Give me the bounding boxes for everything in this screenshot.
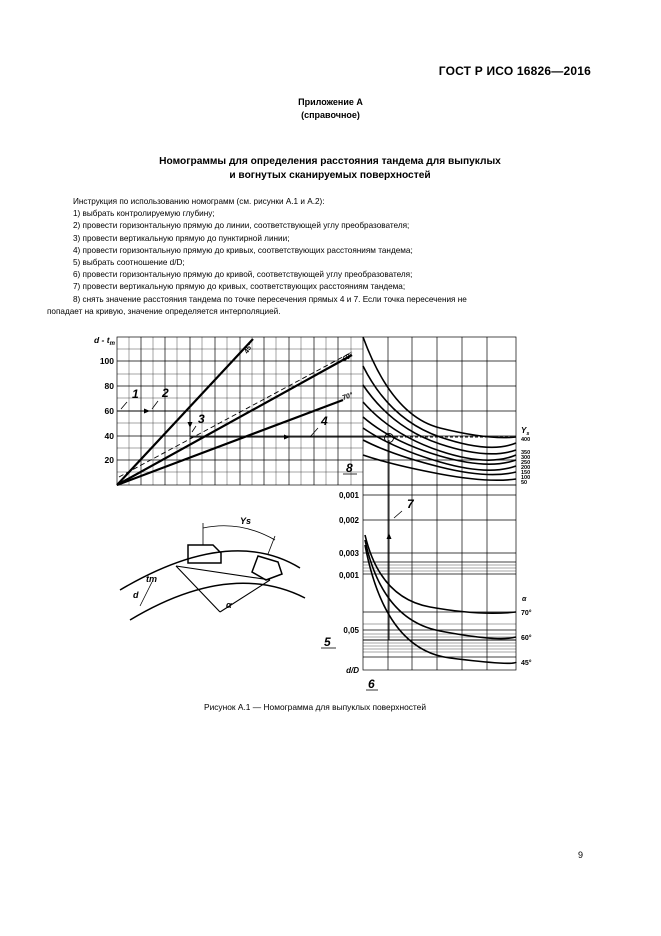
upper-axis-label: d - $t_m$ (94, 335, 115, 347)
angle-line-60-dashed (119, 351, 355, 477)
instruction-step: 6) провести горизонтальную прямую до кривой, соответствующей углу преобразователя; (73, 270, 413, 280)
upper-y-tick: 40 (104, 431, 114, 441)
lower-y-tick: 0,003 (338, 549, 359, 558)
ys-value: 400 (521, 437, 531, 443)
section-title-line-1: Номограммы для определения расстояния тандема для выпуклых (159, 156, 501, 167)
standard-code: ГОСТ Р ИСО 16826—2016 (438, 64, 591, 78)
ys-value: 250 (521, 460, 531, 466)
lower-axis-label: d/D (346, 666, 359, 675)
upper-axis-sub: m (109, 341, 115, 347)
step-marker-2: 2 (162, 386, 169, 400)
arrow-2 (144, 409, 150, 414)
ys-value: 150 (521, 470, 531, 476)
inner-surface-arc (130, 583, 305, 620)
upper-y-tick: 100 (99, 356, 114, 366)
probe-right (252, 556, 282, 580)
arrow-3 (188, 422, 193, 428)
instruction-step: 1) выбрать контролируемую глубину; (73, 209, 215, 219)
alpha-value-60: 60° (521, 635, 532, 642)
page-number: 9 (578, 850, 584, 860)
arrow-7 (387, 533, 392, 539)
instruction-step: 5) выбрать соотношение d/D; (73, 258, 185, 268)
step-marker-6: 6 (368, 677, 375, 691)
annex-note: (справочное) (301, 110, 360, 120)
angle-label-60: 60° (341, 351, 355, 364)
angle-line-70 (117, 400, 343, 485)
ys-curve (363, 385, 516, 454)
sketch-label-ys: Ys (240, 516, 252, 526)
upper-y-tick: 60 (104, 406, 114, 416)
step-marker-1: 1 (132, 387, 139, 401)
alpha-legend (521, 596, 532, 667)
lower-y-tick: 0,05 (343, 626, 359, 635)
ys-curves (363, 337, 516, 480)
angle-labels (242, 342, 354, 402)
instruction-step: 4) провести горизонтальную прямую до кривых, соответствующих расстояниям тандема; (73, 245, 413, 255)
instruction-step: 3) провести вертикальную прямую до пунктирной линии; (73, 233, 290, 243)
lower-y-ticks (339, 491, 360, 675)
pipe-sketch (120, 523, 305, 620)
instruction-step: 2) провести горизонтальную прямую до линии, соответствующей углу преобразователя; (73, 221, 410, 231)
angle-label-70: 70° (341, 391, 354, 403)
step-marker-7: 7 (407, 497, 414, 511)
step-marker-8: 8 (346, 461, 353, 475)
figure-caption: Рисунок А.1 — Номограмма для выпуклых поверхностей (203, 702, 426, 712)
alpha-value-45: 45° (521, 660, 532, 667)
angle-line-60 (117, 355, 352, 485)
ys-value: 50 (521, 480, 528, 486)
ys-label: $Y_s$ (521, 426, 530, 437)
ys-value: 300 (521, 455, 531, 461)
ys-dimension (203, 526, 275, 540)
sketch-label-d: d (133, 590, 139, 600)
instruction-step: 8) снять значение расстояния тандема по точке пересечения прямых 4 и 7. Если точка пересечения не (73, 294, 467, 304)
ys-value: 200 (521, 465, 531, 471)
upper-axis (94, 335, 116, 347)
ys-legend (521, 426, 530, 486)
alpha-value-70: 70° (521, 610, 532, 617)
annex-title: Приложение А (298, 97, 363, 107)
ys-value: 100 (521, 475, 531, 481)
lower-y-tick: 0,001 (338, 491, 359, 500)
upper-y-ticks (100, 356, 114, 465)
step-marker-3: 3 (198, 412, 205, 426)
step-marker-4: 4 (321, 414, 328, 428)
upper-y-tick: 80 (104, 381, 114, 391)
upper-y-tick: 20 (104, 455, 114, 465)
outer-surface-arc (120, 551, 300, 590)
instruction-step: 7) провести вертикальную прямую до кривых, соответствующих расстояниям тандема; (73, 282, 406, 292)
lower-y-tick: 0,002 (338, 516, 359, 525)
instruction-step-continuation: попадает на кривую, значение определяется интерполяцией. (47, 306, 281, 316)
ys-value: 350 (521, 450, 531, 456)
lower-grid (363, 485, 516, 670)
lower-y-tick: 0,001 (338, 571, 359, 580)
angle-label-45: 45° (243, 342, 255, 355)
instructions-intro: Инструкция по использованию номограмм (см. рисунки А.1 и А.2): (73, 197, 325, 206)
section-title-line-2: и вогнутых сканируемых поверхностей (229, 170, 431, 181)
step-marker-5: 5 (324, 635, 331, 649)
sketch-label-tm: tm (146, 574, 157, 584)
sketch-label-alpha: α (226, 600, 232, 610)
alpha-label: α (522, 596, 527, 603)
